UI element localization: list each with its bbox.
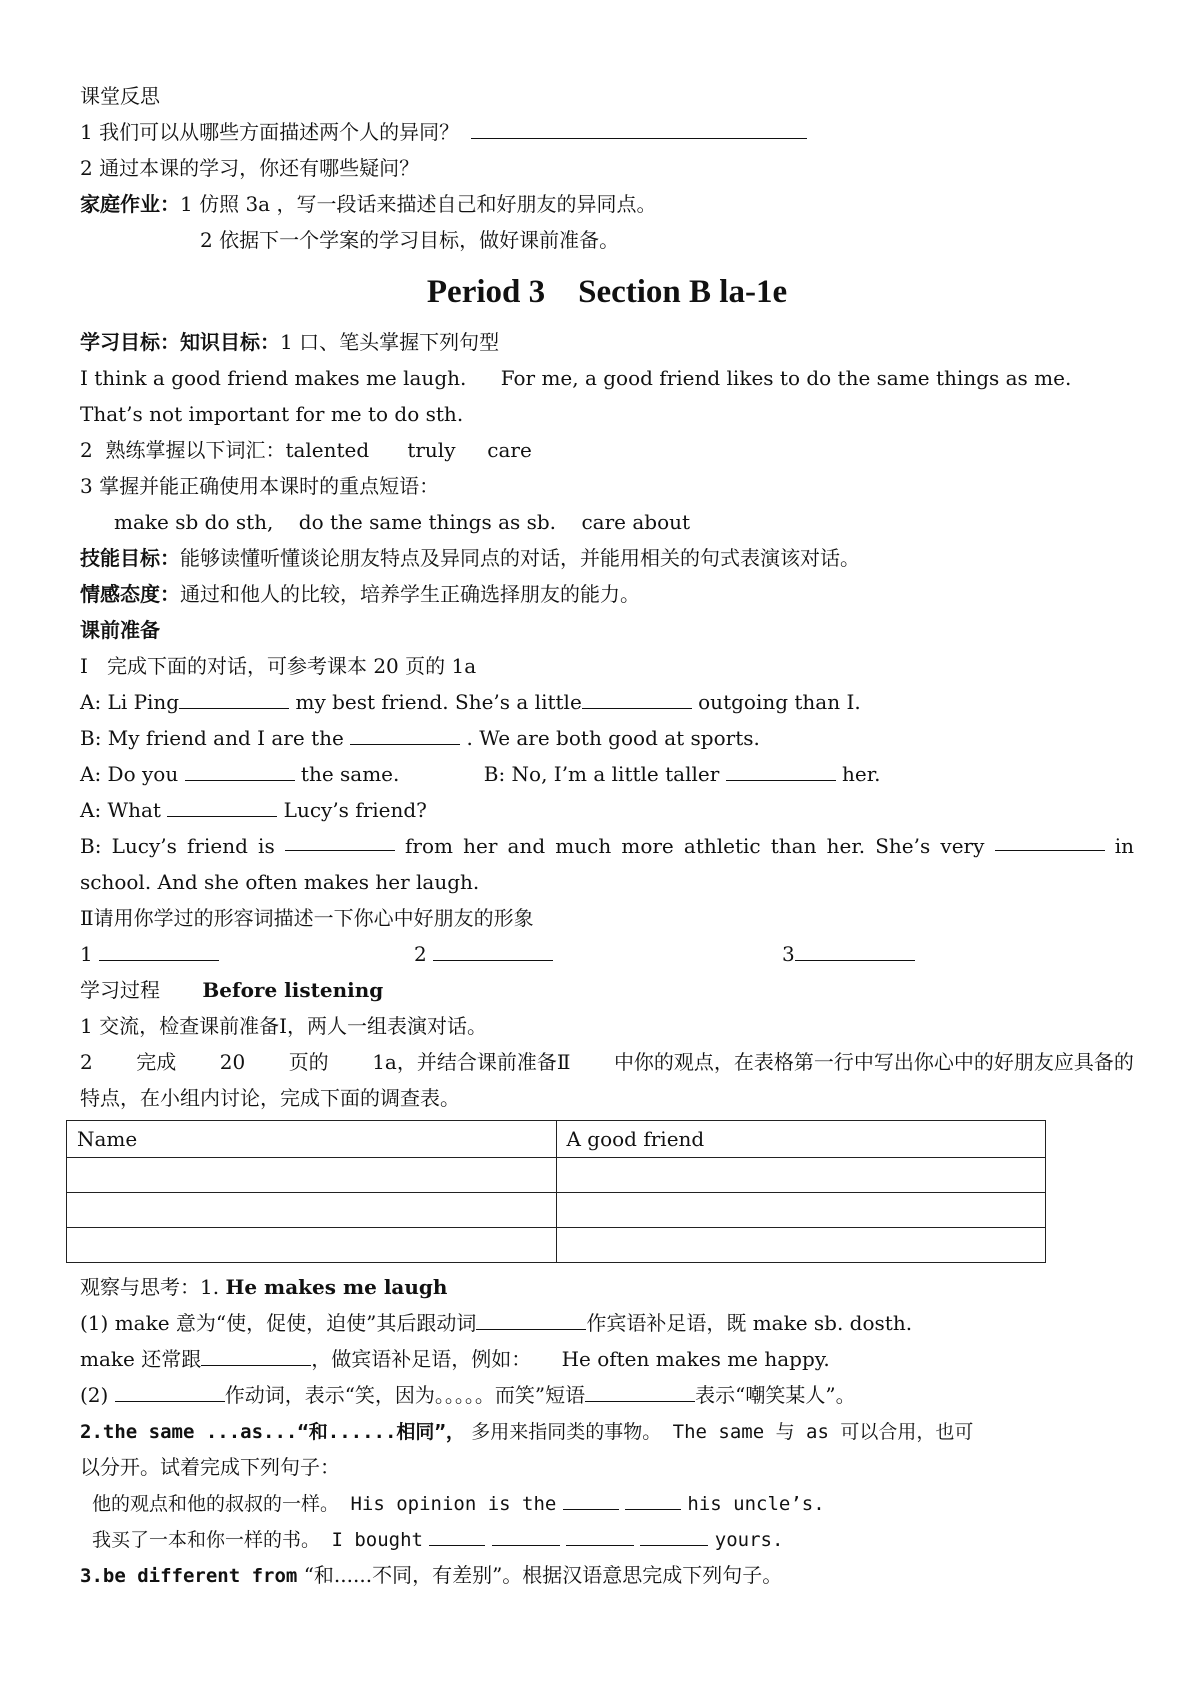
adjective-item-3 [782, 936, 915, 972]
observe-point-3 [80, 1557, 1134, 1593]
observe-text: 2.the same ...as...“和......相同”， [80, 1421, 465, 1443]
dialogue-text: . We are both good at sports. [466, 726, 760, 750]
answer-blank[interactable] [167, 794, 277, 817]
dialogue-word: athletic [683, 834, 761, 858]
example-text: 他的观点和他的叔叔的一样。 His opinion is the [92, 1493, 557, 1515]
prep-part1: Ⅰ 完成下面的对话，可参考课本 20 页的 1a [80, 654, 477, 678]
dialogue-text: B: My friend and I are the [80, 726, 344, 750]
process-step-1: 1 交流，检查课前准备Ⅰ，两人一组表演对话。 [80, 1014, 487, 1038]
item-number: 1 [80, 942, 93, 966]
answer-blank[interactable] [563, 1487, 619, 1510]
answer-blank[interactable] [433, 938, 553, 961]
observe-text: (2) [80, 1383, 109, 1407]
homework-item2-text: 2 依据下一个学案的学习目标，做好课前准备。 [200, 228, 620, 252]
answer-blank[interactable] [726, 758, 836, 781]
sentence-3: That’s not important for me to do sth. [80, 402, 464, 426]
dialogue-word: in [1114, 834, 1134, 858]
worksheet-page [77, 78, 1134, 1593]
dialogue-text: A: Li Ping [80, 690, 180, 714]
observe-label: 观察与思考：1. [80, 1275, 226, 1299]
answer-blank[interactable] [179, 686, 289, 709]
table-row [67, 1193, 1046, 1228]
process-step-2-cont: 特点，在小组内讨论，完成下面的调查表。 [80, 1086, 460, 1110]
step-text: 完成 [136, 1050, 177, 1074]
table-row [67, 1158, 1046, 1193]
dialogue-word: Lucy’s [111, 834, 177, 858]
dialogue-word: B: [80, 834, 102, 858]
answer-blank[interactable] [99, 938, 219, 961]
dialogue-line-2 [80, 720, 1134, 756]
observe-text: 表示“嘲笑某人”。 [695, 1383, 856, 1407]
dialogue-word: friend [187, 834, 248, 858]
example-sentence-1 [80, 1485, 1134, 1521]
dialogue-word: from [405, 834, 453, 858]
table-header-row [67, 1121, 1046, 1158]
emotion-label: 情感态度： [80, 582, 180, 606]
answer-blank[interactable] [795, 938, 915, 961]
table-cell[interactable] [556, 1158, 1046, 1193]
adjective-blanks [80, 936, 1134, 972]
step-text: 2 [80, 1050, 93, 1074]
process-stage: Before listening [202, 978, 384, 1002]
step-text: 1a，并结合课前准备Ⅱ [372, 1050, 571, 1074]
emotion-text: 通过和他人的比较，培养学生正确选择朋友的能力。 [180, 582, 640, 606]
reflection-question-2: 2 通过本课的学习，你还有哪些疑问？ [80, 156, 420, 180]
answer-blank[interactable] [582, 686, 692, 709]
prep-part2: Ⅱ请用你学过的形容词描述一下你心中好朋友的形象 [80, 906, 534, 930]
phrases-heading: 3 掌握并能正确使用本课时的重点短语： [80, 474, 440, 498]
observe-text: 3.be different from [80, 1565, 298, 1587]
example-text: 我买了一本和你一样的书。 I bought [92, 1529, 423, 1551]
table-cell[interactable] [67, 1158, 557, 1193]
process-step-2 [80, 1044, 1134, 1080]
process-label: 学习过程 [80, 978, 160, 1002]
skill-objective [80, 540, 1134, 576]
survey-table [66, 1120, 1046, 1263]
answer-blank[interactable] [285, 828, 395, 851]
emotion-objective [80, 576, 1134, 612]
table-header: A good friend [556, 1121, 1046, 1158]
answer-blank[interactable] [476, 1307, 586, 1330]
observe-heading [80, 1269, 1134, 1305]
item-number: 3 [782, 942, 795, 966]
dialogue-line-5 [80, 828, 1134, 864]
homework-label: 家庭作业： [80, 192, 180, 216]
step-text: 20 [219, 1050, 246, 1074]
observe-text: 多用来指同类的事物。 The same 与 as 可以合用，也可 [471, 1421, 974, 1443]
observe-line-3 [80, 1377, 1134, 1413]
dialogue-line-4 [80, 792, 1134, 828]
table-cell[interactable] [556, 1228, 1046, 1263]
skill-label: 技能目标： [80, 546, 180, 570]
example-sentence-2 [80, 1521, 1134, 1557]
sentence-2: For me, a good friend likes to do the same things as me. [500, 366, 1072, 390]
dialogue-text: B: No, I’m a little taller [483, 762, 720, 786]
dialogue-text: Lucy’s friend? [283, 798, 427, 822]
reflection-q1-text: 1 我们可以从哪些方面描述两个人的异同？ [80, 120, 460, 144]
observe-text: 作宾语补足语，既 make sb. dosth. [586, 1311, 913, 1335]
answer-blank[interactable] [471, 116, 807, 139]
objectives-item1: 1 口、笔头掌握下列句型 [280, 330, 500, 354]
adjective-item-2 [414, 936, 553, 972]
observe-text: 作动词，表示“笑，因为。。。。。而笑”短语 [224, 1383, 586, 1407]
dialogue-text: A: Do you [80, 762, 179, 786]
prep-heading: 课前准备 [80, 618, 160, 642]
dialogue-word: very [940, 834, 985, 858]
answer-blank[interactable] [625, 1487, 681, 1510]
observe-text: “和......不同，有差别”。根据汉语意思完成下列句子。 [303, 1563, 783, 1587]
dialogue-line-3 [80, 756, 1134, 792]
example-text: yours. [714, 1529, 784, 1551]
homework-item-1 [80, 186, 1134, 222]
reflection-heading: 课堂反思 [80, 84, 160, 108]
key-phrases: make sb do sth, do the same things as sb. care about [114, 510, 691, 534]
answer-blank[interactable] [350, 722, 460, 745]
observe-point-2-cont: 以分开。试着完成下列句子： [80, 1455, 340, 1479]
observe-example: He often makes me happy. [561, 1347, 830, 1371]
dialogue-word: is [258, 834, 275, 858]
item-number: 2 [414, 942, 427, 966]
dialogue-word: much [555, 834, 612, 858]
table-header: Name [67, 1121, 557, 1158]
step-text: 页的 [288, 1050, 329, 1074]
answer-blank[interactable] [492, 1523, 560, 1546]
sentence-1: I think a good friend makes me laugh. [80, 366, 467, 390]
dialogue-word: her. [826, 834, 866, 858]
adjective-item-1 [80, 936, 219, 972]
dialogue-word: than [770, 834, 817, 858]
table-cell[interactable] [556, 1193, 1046, 1228]
dialogue-word: She’s [875, 834, 931, 858]
answer-blank[interactable] [429, 1523, 485, 1546]
dialogue-text: her. [842, 762, 881, 786]
observe-point-2 [80, 1413, 1134, 1449]
dialogue-line-6: school. And she often makes her laugh. [80, 870, 480, 894]
answer-blank[interactable] [185, 758, 295, 781]
observe-text: ，做宾语补足语，例如： [311, 1347, 532, 1371]
dialogue-word: and [507, 834, 546, 858]
skill-text: 能够读懂听懂谈论朋友特点及异同点的对话，并能用相关的句式表演该对话。 [180, 546, 860, 570]
answer-blank[interactable] [115, 1379, 225, 1402]
dialogue-text: my best friend. She’s a little [295, 690, 582, 714]
objectives-line [80, 324, 1134, 360]
observe-line-1 [80, 1305, 1134, 1341]
key-sentences [80, 360, 1134, 396]
dialogue-text: the same. [300, 762, 400, 786]
dialogue-text: outgoing than I. [698, 690, 861, 714]
dialogue-word: her [463, 834, 498, 858]
page-title: Period 3 Section B la-1e [426, 274, 788, 310]
vocabulary-line: 2 熟练掌握以下词汇：talented truly care [80, 438, 532, 462]
observe-text: (1) make 意为“使，促使，迫使”其后跟动词 [80, 1311, 477, 1335]
dialogue-line-1 [80, 684, 1134, 720]
homework-item-2 [80, 222, 1134, 258]
process-heading [80, 972, 1134, 1008]
table-cell[interactable] [67, 1193, 557, 1228]
homework-item1-text: 1 仿照 3a ，写一段话来描述自己和好朋友的异同点。 [180, 192, 657, 216]
step-text: 中你的观点，在表格第一行中写出你心中的好朋友应具备的 [613, 1050, 1134, 1074]
answer-blank[interactable] [995, 828, 1105, 851]
example-text: his uncle’s. [687, 1493, 825, 1515]
objectives-label: 学习目标：知识目标： [80, 330, 280, 354]
observe-title: He makes me laugh [225, 1275, 448, 1299]
answer-blank[interactable] [566, 1523, 634, 1546]
reflection-question-1 [80, 114, 1134, 150]
dialogue-text: A: What [80, 798, 161, 822]
observe-line-2 [80, 1341, 1134, 1377]
observe-text: make 还常跟 [80, 1347, 202, 1371]
answer-blank[interactable] [640, 1523, 708, 1546]
answer-blank[interactable] [585, 1379, 695, 1402]
table-row [67, 1228, 1046, 1263]
answer-blank[interactable] [201, 1343, 311, 1366]
table-cell[interactable] [67, 1228, 557, 1263]
dialogue-word: more [621, 834, 674, 858]
